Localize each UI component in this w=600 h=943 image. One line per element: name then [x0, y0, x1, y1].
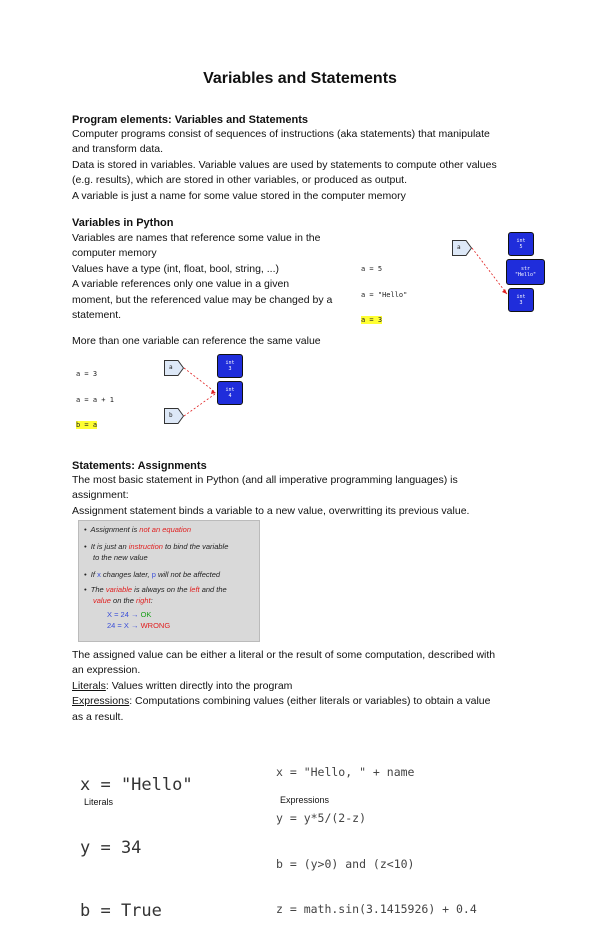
paragraph-line: The most basic statement in Python (and all imperative programming languages) is: [72, 474, 458, 486]
code-line: x = "Hello": [80, 775, 193, 795]
assigned-value-text: [72, 648, 495, 725]
code-line-highlighted: b = a: [76, 421, 98, 429]
code-line: y = y*5/(2-z): [276, 811, 367, 826]
paragraph-line: Values have a type (int, float, bool, string, ...): [72, 262, 279, 275]
paragraph-line: computer memory: [72, 247, 157, 260]
paragraph-line: The assigned value can be either a literal or the result of some computation, described with: [72, 649, 496, 661]
value-box-int-4: [217, 381, 243, 405]
value-type: str: [520, 266, 531, 272]
value-box-str-hello: [506, 259, 545, 285]
paragraph-line: assignment:: [72, 489, 129, 502]
section-heading-program-elements: Program elements: Variables and Statements: [72, 114, 308, 126]
variable-name: b: [169, 412, 173, 419]
section-program-elements-text: [72, 127, 497, 204]
paragraph-line: A variable references only one value in a given: [72, 278, 290, 291]
code-line: b = (y>0) and (z<10): [276, 856, 415, 871]
variable-name: a: [457, 244, 461, 251]
value-content: 3: [228, 366, 232, 372]
assignment-rules-slide: [78, 520, 260, 642]
slide-bullet: • It is just an instruction to bind the variable: [84, 542, 229, 551]
value-box-int-3: [508, 288, 534, 312]
code-line-highlighted: a = 3: [361, 316, 383, 324]
code-line: a = 5: [361, 265, 383, 273]
code-line: z = math.sin(3.1415926) + 0.4: [276, 902, 477, 917]
paragraph-line: as a result.: [72, 710, 124, 723]
code-line: a = 3: [76, 370, 98, 378]
value-box-int-5: [508, 232, 534, 256]
value-type: int: [516, 238, 526, 244]
code-line: a = a + 1: [76, 395, 114, 404]
code-line: y = 34: [80, 838, 142, 858]
paragraph-line: A variable is just a name for some value stored in the computer memory: [72, 189, 406, 202]
slide-bullet: • If x changes later, p will not be affected: [84, 570, 221, 579]
paragraph-line: (e.g. results), which are stored in other variables, or produced as output.: [72, 174, 408, 187]
variable-name: a: [169, 364, 173, 371]
literals-caption: Literals: [84, 797, 114, 807]
paragraph-line: moment, but the referenced value may be changed by a: [72, 293, 333, 306]
paragraph-line: Data is stored in variables. Variable values are used by statements to compute other values: [72, 158, 497, 171]
slide-bullet: • Assignment is not an equation: [84, 525, 192, 534]
paragraph-line: and transform data.: [72, 143, 164, 156]
section-heading-assignments: Statements: Assignments: [72, 460, 207, 472]
literals-definition: Literals: Values written directly into the program: [72, 679, 293, 692]
paragraph-line: Assignment statement binds a variable to a new value, overwritting its previous value.: [72, 504, 470, 517]
value-box-int-3: [217, 354, 243, 378]
paragraph-line: Variables are names that reference some value in the: [72, 232, 321, 244]
slide-bullet-continued: value on the right:: [93, 596, 153, 605]
value-content: "Hello": [514, 272, 537, 278]
paragraph-line: an expression.: [72, 664, 141, 677]
shared-reference-text: More than one variable can reference the same value: [72, 335, 321, 347]
section-heading-variables-in-python: Variables in Python: [72, 217, 174, 229]
code-line: b = True: [80, 901, 162, 921]
value-type: int: [225, 387, 235, 393]
value-content: 4: [228, 393, 232, 399]
expression-examples: [276, 735, 477, 933]
section-variables-text: [72, 231, 332, 323]
slide-example-ok: X = 24 → OK: [107, 610, 152, 619]
expressions-definition: Expressions: Computations combining values (either literals or variables) to obtain a value: [72, 695, 491, 708]
value-content: 3: [519, 300, 523, 306]
page-title: Variables and Statements: [203, 70, 397, 87]
section-assignments-text: [72, 473, 469, 519]
slide-example-wrong: 24 = X → WRONG: [107, 621, 171, 630]
literal-examples: [80, 733, 193, 943]
value-type: int: [225, 360, 235, 366]
slide-bullet-continued: to the new value: [93, 553, 148, 562]
paragraph-line: Computer programs consist of sequences of instructions (aka statements) that manipulate: [72, 128, 490, 140]
slide-bullet: • The variable is always on the left and the: [84, 585, 227, 594]
variable-reassignment-figure: [355, 232, 555, 324]
value-content: 5: [519, 244, 523, 250]
value-type: int: [516, 294, 526, 300]
paragraph-line: statement.: [72, 309, 122, 322]
expressions-caption: Expressions: [280, 795, 330, 805]
code-line: a = "Hello": [361, 290, 408, 299]
shared-reference-figure: [72, 350, 272, 430]
code-line: x = "Hello, " + name: [276, 765, 415, 780]
